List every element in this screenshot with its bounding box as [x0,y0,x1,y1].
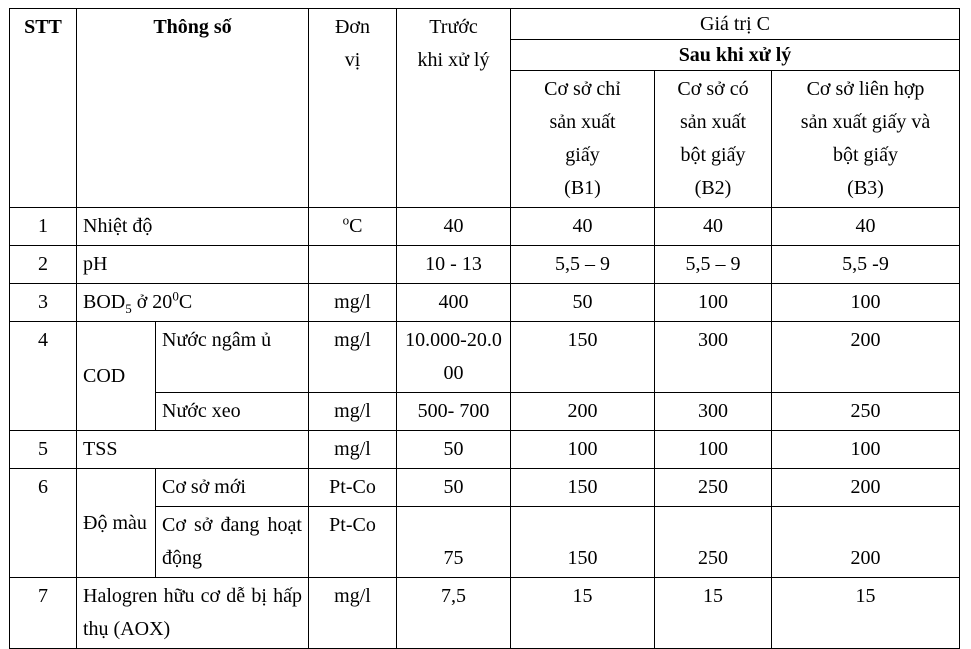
header-value-c [511,9,960,40]
table-row [10,284,960,322]
header-b1-line: (B1) [564,177,601,199]
table-row [10,208,960,246]
cell-before: 50 [397,431,511,469]
cell-param [77,284,309,322]
cell-b2: 100 [655,431,772,469]
cell-b1: 5,5 – 9 [511,246,655,284]
cell-b1: 200 [511,393,655,431]
cell-unit: mg/l [309,322,397,393]
table-row [10,431,960,469]
document-page [9,8,960,649]
cell-unit [309,208,397,246]
cell-b3: 250 [772,393,960,431]
header-b3-line: bột giấy [833,144,898,166]
cell-b1: 40 [511,208,655,246]
cell-b2: 15 [655,578,772,649]
cell-b2: 300 [655,322,772,393]
cell-subparam: Nước ngâm ủ [156,322,309,393]
cell-b1: 100 [511,431,655,469]
cell-unit: mg/l [309,578,397,649]
unit-text: C [349,215,363,237]
header-b2-line: sản xuất [679,111,747,133]
cell-b1: 150 [511,322,655,393]
cell-before: 7,5 [397,578,511,649]
header-after-text: Sau khi xử lý [678,44,792,66]
cell-b2: 5,5 – 9 [655,246,772,284]
cell-b2: 40 [655,208,772,246]
header-unit-line1: Đơn [334,16,371,38]
header-b2 [655,71,772,208]
cell-subparam: Cơ sở mới [156,469,309,507]
cell-unit: Pt-Co [309,469,397,507]
cell-b2: 250 [655,469,772,507]
header-b3-line: sản xuất giấy và [800,111,931,133]
header-b1-line: giấy [565,144,600,166]
cell-b3: 200 [772,507,960,578]
cell-unit: mg/l [309,284,397,322]
cell-param: TSS [77,431,309,469]
cell-before: 10 - 13 [397,246,511,284]
cell-before: 75 [397,507,511,578]
header-before-line1: Trước [429,16,478,38]
header-b2-line: (B2) [694,177,732,199]
cell-subparam: Cơ sở đang hoạt động [156,507,309,578]
cell-b1: 150 [511,507,655,578]
cell-b3: 5,5 -9 [772,246,960,284]
cell-b3: 15 [772,578,960,649]
table-row [10,469,960,507]
unit-superscript: o [342,212,350,228]
cell-b2: 100 [655,284,772,322]
cell-group: Độ màu [77,469,156,578]
header-param-text: Thông số [153,16,232,38]
param-subscript: 5 [125,301,132,316]
cell-b3: 200 [772,322,960,393]
cell-unit: Pt-Co [309,507,397,578]
cell-b1: 150 [511,469,655,507]
cell-b2: 250 [655,507,772,578]
cell-stt: 2 [10,246,77,284]
cell-stt: 7 [10,578,77,649]
header-b1-line: Cơ sở chỉ [544,78,621,100]
param-part: C [178,291,193,313]
cell-b3: 40 [772,208,960,246]
header-b3-line: (B3) [847,177,884,199]
table-row [10,246,960,284]
header-b2-line: Cơ sở có [677,78,749,100]
cell-unit: mg/l [309,431,397,469]
table-row [10,578,960,649]
header-b3 [772,71,960,208]
param-part: BOD [83,291,126,313]
header-before [397,9,511,208]
cell-before: 40 [397,208,511,246]
param-superscript: 0 [172,288,179,304]
cell-stt: 6 [10,469,77,578]
cell-before: 400 [397,284,511,322]
cell-param: Halogren hữu cơ dễ bị hấp thụ (AOX) [77,578,309,649]
cell-b3: 100 [772,284,960,322]
header-b1 [511,71,655,208]
table-row [10,322,960,393]
header-b1-line: sản xuất [549,111,616,133]
cell-unit [309,246,397,284]
header-after [511,40,960,71]
cell-param: pH [77,246,309,284]
cell-group: COD [77,322,156,431]
cell-b1: 15 [511,578,655,649]
wastewater-standards-table [9,8,960,649]
cell-stt: 4 [10,322,77,431]
cell-b1: 50 [511,284,655,322]
cell-b2: 300 [655,393,772,431]
header-stt-text: STT [24,16,62,38]
cell-before: 10.000-20.000 [397,322,511,393]
cell-stt: 1 [10,208,77,246]
header-unit [309,9,397,208]
cell-unit: mg/l [309,393,397,431]
header-param [77,9,309,208]
cell-b3: 100 [772,431,960,469]
header-b2-line: bột giấy [680,144,746,166]
header-b3-line: Cơ sở liên hợp [806,78,925,100]
cell-param: Nhiệt độ [77,208,309,246]
cell-stt: 5 [10,431,77,469]
param-part: ở 20 [131,291,173,313]
header-before-line2: khi xử lý [417,49,490,71]
header-stt [10,9,77,208]
header-row-1 [10,9,960,40]
cell-stt: 3 [10,284,77,322]
cell-before: 50 [397,469,511,507]
cell-b3: 200 [772,469,960,507]
cell-before: 500- 700 [397,393,511,431]
header-value-c-text: Giá trị C [700,13,770,35]
cell-subparam: Nước xeo [156,393,309,431]
header-unit-line2: vị [344,49,361,71]
